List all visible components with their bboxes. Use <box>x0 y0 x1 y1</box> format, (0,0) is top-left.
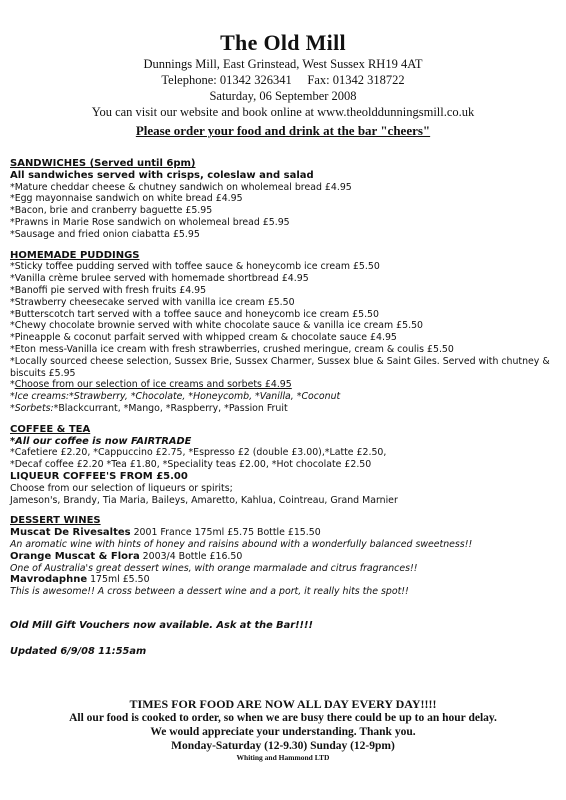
wine-name: Mavrodaphne <box>10 574 88 586</box>
menu-header <box>0 30 566 139</box>
menu-footer <box>0 697 566 763</box>
wine-item <box>10 527 558 539</box>
sorbets-label: *Sorbets: <box>10 402 54 414</box>
liqueur-list: Jameson's, Brandy, Tia Maria, Baileys, Amaretto, Kahlua, Cointreau, Grand Marnier <box>10 494 398 506</box>
section-heading: SANDWICHES (Served until 6pm) <box>10 158 196 169</box>
wine-note: This is awesome!! A cross between a dessert wine and a port, it really hits the spot!! <box>10 586 409 598</box>
wine-detail: 175ml £5.50 <box>87 574 150 586</box>
page-title: The Old Mill <box>220 30 346 55</box>
section-heading: COFFEE & TEA <box>10 423 91 435</box>
address: Dunnings Mill, East Grinstead, West Sussex RH19 4AT <box>143 57 423 71</box>
list-item: *Eton mess-Vanilla ice cream with fresh strawberries, crushed meringue, cream & coulis £5.50 <box>10 343 454 355</box>
list-item: *Egg mayonnaise sandwich on white bread £4.95 <box>10 193 243 205</box>
order-notice: Please order your food and drink at the bar "cheers" <box>135 123 431 138</box>
sandwiches-section <box>10 158 558 241</box>
cooked-to-order-note: All our food is cooked to order, so when we are busy there could be up to an hour delay. <box>69 712 497 724</box>
list-item: *Vanilla crème brulee served with homemade shortbread £4.95 <box>10 273 309 285</box>
wine-note: One of Australia's great dessert wines, with orange marmalade and citrus fragrances!! <box>10 562 418 574</box>
printer-credit: Whiting and Hammond LTD <box>236 753 330 762</box>
wine-item <box>10 574 558 586</box>
list-item: *Strawberry cheesecake served with vanilla ice cream £5.50 <box>10 296 295 308</box>
wines-section <box>10 515 558 598</box>
gift-vouchers: Old Mill Gift Vouchers now available. Ask at the Bar!!!! <box>10 619 313 631</box>
thank-you-note: We would appreciate your understanding. Thank you. <box>150 726 416 738</box>
list-item: *Sausage and fried onion ciabatta £5.95 <box>10 228 200 240</box>
menu-date: Saturday, 06 September 2008 <box>209 89 357 103</box>
wine-note: An aromatic wine with hints of honey and raisins abound with a wonderfully balanced sweetness!! <box>10 538 473 550</box>
coffee-prices-1: *Cafetiere £2.20, *Cappuccino £2.75, *Espresso £2 (double £3.00),*Latte £2.50, <box>10 447 387 459</box>
opening-hours: Monday-Saturday (12-9.30) Sunday (12-9pm) <box>171 740 395 752</box>
list-item: *Pineapple & coconut parfait served with whipped cream & chocolate sauce £4.95 <box>10 332 397 344</box>
cheese-selection: *Locally sourced cheese selection, Sussex Brie, Sussex Charmer, Sussex blue & Saint Giles. Served with chutney & biscuits £5.95 <box>10 355 550 379</box>
wine-detail: 2003/4 Bottle £16.50 <box>139 550 243 562</box>
ice-cream-intro: Choose from our selection of ice creams and sorbets £4.95 <box>14 379 292 391</box>
list-item: *Banoffi pie served with fresh fruits £4.95 <box>10 284 207 296</box>
ice-cream-flavours: *Ice creams:*Strawberry, *Chocolate, *Honeycomb, *Vanilla, *Coconut <box>10 391 341 403</box>
wine-item <box>10 551 558 563</box>
list-item: *Mature cheddar cheese & chutney sandwich on wholemeal bread £4.95 <box>10 181 352 193</box>
wine-name: Orange Muscat & Flora <box>10 550 140 562</box>
wine-name: Muscat De Rivesaltes <box>10 527 131 539</box>
section-heading: HOMEMADE PUDDINGS <box>10 249 140 261</box>
coffee-section <box>10 424 558 507</box>
sorbet-flavours: *Blackcurrant, *Mango, *Raspberry, *Passion Fruit <box>53 402 288 414</box>
list-item: *Butterscotch tart served with a toffee sauce and honeycomb ice cream £5.50 <box>10 308 379 320</box>
coffee-prices-2: *Decaf coffee £2.20 *Tea £1.80, *Speciality teas £2.00, *Hot chocolate £2.50 <box>10 459 372 471</box>
list-item: *Bacon, brie and cranberry baguette £5.95 <box>10 205 213 217</box>
fairtrade-note: *All our coffee is now FAIRTRADE <box>10 435 192 447</box>
list-item: *Chewy chocolate brownie served with white chocolate sauce & vanilla ice cream £5.50 <box>10 320 423 332</box>
wine-detail: 2001 France 175ml £5.75 Bottle £15.50 <box>130 527 321 539</box>
puddings-section: HOMEMADE PUDDINGS *Sticky toffee pudding served with toffee sauce & honeycomb ice cream £5.50 *Vanilla crème brulee served with homemade shortbread £4.95 *Banoffi pie served with fresh fruits £4.95 *Strawberry cheesecake served with vanilla ice cream £5.50 *Butterscotch tart served with a toffee sauce and honeycomb ice cream £5.50 *Chewy chocolate brownie served with white chocolate sauce & vanilla ice cream £5.50 *Pineapple & coconut parfait served with whipped cream & chocolate sauce £4.95 *Eton mess-Vanilla ice cream with fresh strawberries, crushed meringue, cream & coulis £5.50 *Locally sourced cheese selection, Sussex Brie, Sussex Charmer, Sussex blue & Saint Giles. Served with chutney & biscuits £5.95 *Choose from our selection of ice creams and sorbets £4.95 *Ice creams:*Strawberry, *Chocolate, *Honeycomb, *Vanilla, *Coconut *Sorbets:*Blackcurrant, *Mango, *Raspberry, *Passion Fruit <box>10 250 558 415</box>
food-times-heading: TIMES FOR FOOD ARE NOW ALL DAY EVERY DAY!!!! <box>129 697 437 711</box>
menu-body <box>10 158 558 657</box>
liqueur-intro: Choose from our selection of liqueurs or spirits; <box>10 482 233 494</box>
list-item: *Prawns in Marie Rose sandwich on wholemeal bread £5.95 <box>10 216 290 228</box>
updated-stamp: Updated 6/9/08 11:55am <box>10 645 147 657</box>
list-item: *Sticky toffee pudding served with toffee sauce & honeycomb ice cream £5.50 <box>10 261 380 273</box>
liqueur-heading: LIQUEUR COFFEE'S FROM £5.00 <box>10 470 188 482</box>
section-heading: DESSERT WINES <box>10 515 101 527</box>
website-line: You can visit our website and book online at www.theolddunningsmill.co.uk <box>91 105 475 119</box>
section-subheading: All sandwiches served with crisps, coleslaw and salad <box>10 169 314 181</box>
phone-fax: Telephone: 01342 326341 Fax: 01342 318722 <box>161 73 405 87</box>
